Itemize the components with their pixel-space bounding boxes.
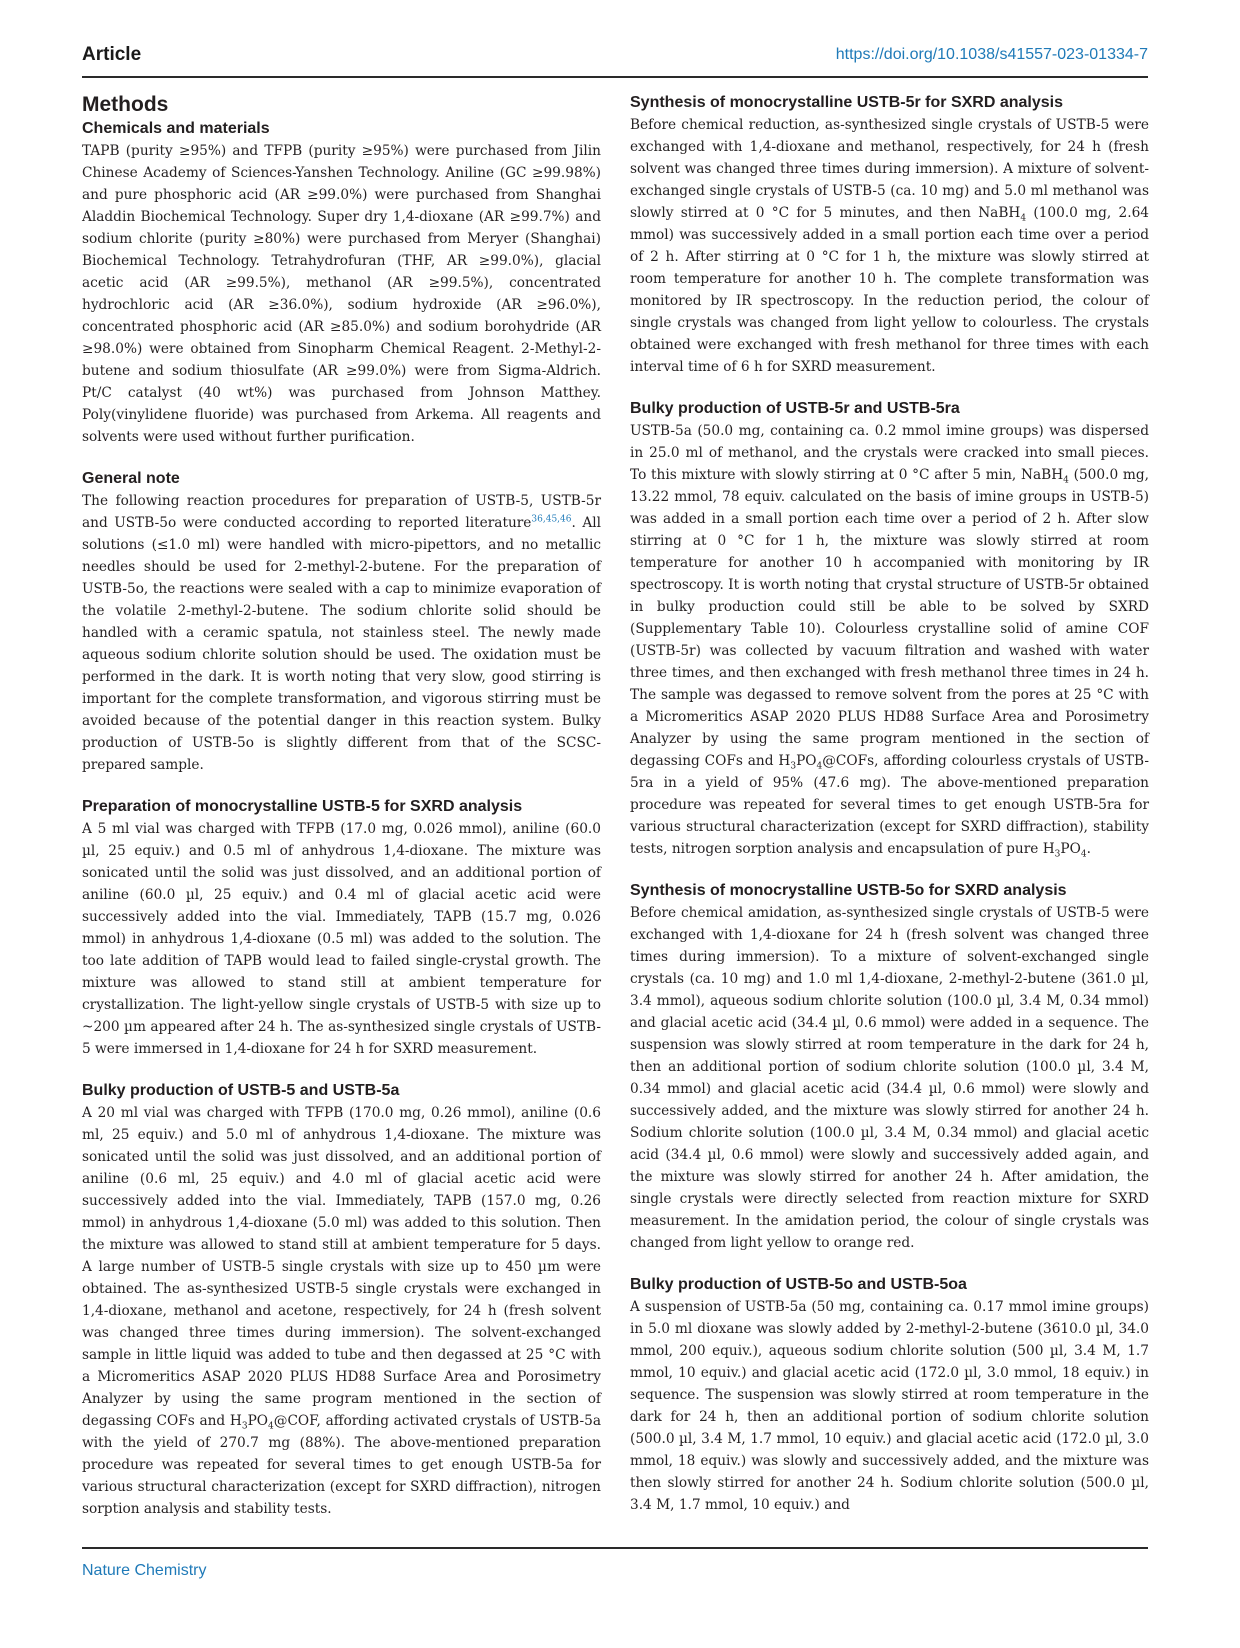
section-heading-bulky-ustb5r: Bulky production of USTB-5r and USTB-5ra [630, 400, 960, 417]
section-text-prep-ustb5: A 5 ml vial was charged with TFPB (17.0 mg, 0.026 mmol), aniline (60.0 µl, 25 equiv.) and 0.5 ml of anhydrous 1,4-dioxane. The mixture was sonicated until the solid was just dissolved, and an additional portion of aniline (60.0 µl, 25 equiv.) and 0.4 ml of glacial acetic acid were successively added into the vial. Immediately, TAPB (15.7 mg, 0.026 mmol) in anhydrous 1,4-dioxane (0.5 ml) was added to the solution. The too late addition of TAPB would lead to failed single-crystal growth. The mixture was allowed to stand still at ambient temperature for crystallization. The light-yellow single crystals of USTB-5 with size up to ~200 µm appeared after 24 h. The as-synthesized single crystals of USTB-5 were immersed in 1,4-dioxane for 24 h for SXRD measurement. [82, 821, 601, 1057]
journal-name[interactable]: Nature Chemistry [82, 1562, 207, 1579]
section-text-bulky-ustb5o: A suspension of USTB-5a (50 mg, containing ca. 0.17 mmol imine groups) in 5.0 ml dioxane was slowly added by 2-methyl-2-butene (3610.0 µl, 34.0 mmol, 200 equiv.), aqueous sodium chlorite solution (500 µl, 3.4 M, 1.7 mmol, 10 equiv.) and glacial acetic acid (172.0 µl, 3.0 mmol, 18 equiv.) in sequence. The suspension was slowly stirred at room temperature in the dark for 24 h, then an additional portion of sodium chlorite solution (500.0 µl, 3.4 M, 1.7 mmol, 10 equiv.) and glacial acetic acid (172.0 µl, 3.0 mmol, 18 equiv.) was slowly and successively added, and the mixture was then slowly stirred for another 24 h. Sodium chlorite solution (500.0 µl, 3.4 M, 1.7 mmol, 10 equiv.) and [630, 1299, 1149, 1513]
section-heading-prep-ustb5: Preparation of monocrystalline USTB-5 for SXRD analysis [82, 798, 523, 815]
methods-title: Methods [82, 93, 169, 116]
section-heading-bulky-ustb5: Bulky production of USTB-5 and USTB-5a [82, 1082, 400, 1099]
section-heading-synth-ustb5o: Synthesis of monocrystalline USTB-5o for SXRD analysis [630, 882, 1067, 899]
header-rule [82, 76, 1148, 78]
section-text-synth-ustb5r: Before chemical reduction, as-synthesized single crystals of USTB-5 were exchanged with 1,4-dioxane and methanol, respectively, for 24 h (fresh solvent was changed three times during immersion). A mixture of solvent-exchanged single crystals of USTB-5 (ca. 10 mg) and 5.0 ml methanol was slowly stirred at 0 °C for 5 minutes, and then NaBH$_4$ (100.0 mg, 2.64 mmol) was successively added in a small portion each time over a period of 2 h. After stirring at 0 °C for 1 h, the mixture was slowly stirred at room temperature for another 10 h. The complete transformation was monitored by IR spectroscopy. In the reduction period, the colour of single crystals was changed from light yellow to colourless. The crystals obtained were exchanged with fresh methanol for three times with each interval time of 6 h for SXRD measurement. [630, 117, 1149, 375]
reference-citation[interactable]: 36,45,46 [531, 514, 572, 525]
right-column [630, 92, 1149, 1516]
section-heading-general-note: General note [82, 470, 180, 487]
article-type-label: Article [82, 44, 142, 65]
section-text-synth-ustb5o: Before chemical amidation, as-synthesized single crystals of USTB-5 were exchanged with 1,4-dioxane for 24 h (fresh solvent was changed three times during immersion). To a mixture of solvent-exchanged single crystals (ca. 10 mg) and 1.0 ml 1,4-dioxane, 2-methyl-2-butene (361.0 µl, 3.4 mmol), aqueous sodium chlorite solution (100.0 µl, 3.4 M, 0.34 mmol) and glacial acetic acid (34.4 µl, 0.6 mmol) were added in a sequence. The suspension was slowly stirred at room temperature in the dark for 24 h, then an additional portion of sodium chlorite solution (100.0 µl, 3.4 M, 0.34 mmol) and glacial acetic acid (34.4 µl, 0.6 mmol) were slowly and successively added, and the mixture was slowly stirred for another 24 h. Sodium chlorite solution (100.0 µl, 3.4 M, 0.34 mmol) and glacial acetic acid (34.4 µl, 0.6 mmol) were slowly and successively added again, and the mixture was slowly stirred for another 24 h. After amidation, the single crystals were directly selected from reaction mixture for SXRD measurement. In the amidation period, the colour of single crystals was changed from light yellow to orange red. [630, 905, 1149, 1251]
left-column [82, 92, 601, 1520]
section-text-bulky-ustb5: A 20 ml vial was charged with TFPB (170.0 mg, 0.26 mmol), aniline (0.6 ml, 25 equiv.) and 5.0 ml of anhydrous 1,4-dioxane. The mixture was sonicated until the solid was just dissolved, and an additional portion of aniline (0.6 ml, 25 equiv.) and 4.0 ml of glacial acetic acid were successively added into the vial. Immediately, TAPB (157.0 mg, 0.26 mmol) in anhydrous 1,4-dioxane (5.0 ml) was added to this solution. Then the mixture was allowed to stand still at ambient temperature for 5 days. A large number of USTB-5 single crystals with size up to 450 µm were obtained. The as-synthesized USTB-5 single crystals were exchanged in 1,4-dioxane, methanol and acetone, respectively, for 24 h (fresh solvent was changed three times during immersion). The solvent-exchanged sample in little liquid was added to tube and then degassed at 25 °C with a Micromeritics ASAP 2020 PLUS HD88 Surface Area and Porosimetry Analyzer by using the same program mentioned in the section of degassing COFs and $H_3PO_4@COF$, affording activated crystals of USTB-5a with the yield of 270.7 mg (88%). The above-mentioned preparation procedure was repeated for several times to get enough USTB-5a for various structural characterization (except for SXRD diffraction), nitrogen sorption analysis and stability tests. [82, 1105, 601, 1517]
footer-rule [82, 1547, 1148, 1549]
section-text-bulky-ustb5r: USTB-5a (50.0 mg, containing ca. 0.2 mmol imine groups) was dispersed in 25.0 ml of methanol, and the crystals were cracked into small pieces. To this mixture with slowly stirring at 0 °C after 5 min, NaBH$_4$ (500.0 mg, 13.22 mmol, 78 equiv. calculated on the basis of imine groups in USTB-5) was added in a small portion each time over a period of 2 h. After slow stirring at 0 °C for 1 h, the mixture was slowly stirred at room temperature for another 10 h accompanied with monitoring by IR spectroscopy. It is worth noting that crystal structure of USTB-5r obtained in bulky production could still be able to be solved by SXRD (Supplementary Table 10). Colourless crystalline solid of amine COF (USTB-5r) was collected by vacuum filtration and washed with water three times, and then exchanged with fresh methanol three times in 24 h. The sample was degassed to remove solvent from the pores at 25 °C with a Micromeritics ASAP 2020 PLUS HD88 Surface Area and Porosimetry Analyzer by using the same program mentioned in the section of degassing COFs and $H_3PO_4@COFs$, affording colourless crystals of USTB-5ra in a yield of 95% (47.6 mg). The above-mentioned preparation procedure was repeated for several times to get enough USTB-5ra for various structural characterization (except for SXRD diffraction), stability tests, nitrogen sorption analysis and encapsulation of pure $H_3PO_4$. [630, 423, 1149, 860]
doi-link[interactable]: https://doi.org/10.1038/s41557-023-01334-7 [835, 46, 1148, 63]
section-text-chemicals: TAPB (purity ≥95%) and TFPB (purity ≥95%) were purchased from Jilin Chinese Academy of Sciences-Yanshen Technology. Aniline (GC ≥99.98%) and pure phosphoric acid (AR ≥99.0%) were purchased from Shanghai Aladdin Biochemical Technology. Super dry 1,4-dioxane (AR ≥99.7%) and sodium chlorite (purity ≥80%) were purchased from Meryer (Shanghai) Biochemical Technology. Tetrahydrofuran (THF, AR ≥99.0%), glacial acetic acid (AR ≥99.5%), methanol (AR ≥99.5%), concentrated hydrochloric acid (AR ≥36.0%), sodium hydroxide (AR ≥96.0%), concentrated phosphoric acid (AR ≥85.0%) and sodium borohydride (AR ≥98.0%) were obtained from Sinopharm Chemical Reagent. 2-Methyl-2-butene and sodium thiosulfate (AR ≥99.0%) were from Sigma-Aldrich. Pt/C catalyst (40 wt%) was purchased from Johnson Matthey. Poly(vinylidene fluoride) was purchased from Arkema. All reagents and solvents were used without further purification. [82, 143, 601, 445]
section-text-general-note: The following reaction procedures for preparation of USTB-5, USTB-5r and USTB-5o were conducted according to reported literature$^{36,45,46}$. All solutions (≤1.0 ml) were handled with micro-pipettors, and no metallic needles should be used for 2-methyl-2-butene. For the preparation of USTB-5o, the reactions were sealed with a cap to minimize evaporation of the volatile 2-methyl-2-butene. The sodium chlorite solid should be handled with a ceramic spatula, not stainless steel. The newly made aqueous sodium chlorite solution should be used. The oxidation must be performed in the dark. It is worth noting that very slow, good stirring is important for the complete transformation, and vigorous stirring must be avoided because of the potential danger in this reaction system. Bulky production of USTB-5o is slightly different from that of the SCSC-prepared sample. [82, 493, 601, 773]
page-header [82, 44, 1148, 72]
section-heading-chemicals: Chemicals and materials [82, 120, 270, 137]
section-heading-synth-ustb5r: Synthesis of monocrystalline USTB-5r for SXRD analysis [630, 94, 1064, 111]
section-heading-bulky-ustb5o: Bulky production of USTB-5o and USTB-5oa [630, 1276, 967, 1293]
